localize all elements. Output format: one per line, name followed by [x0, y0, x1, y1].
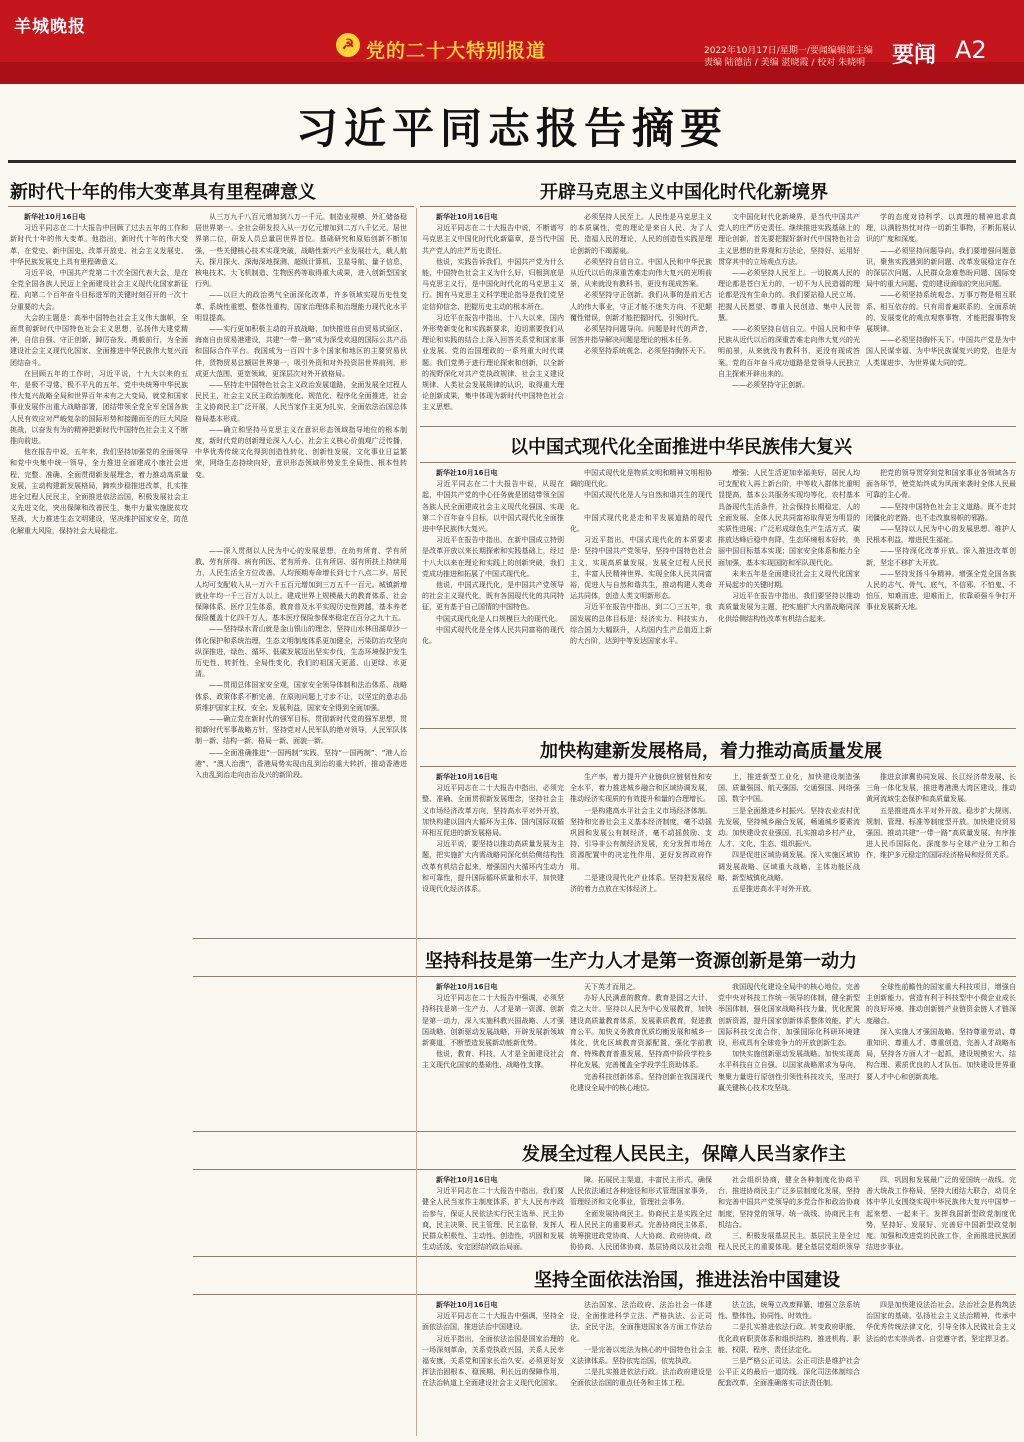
paragraph: 加快实施创新驱动发展战略。加快实现高水平科技自立自强。以国家战略需求为导向，集聚力量进行原创性引领性科技攻关，坚决打赢关键核心技术攻坚战。: [718, 1050, 860, 1092]
article-title: 新时代十年的伟大变革具有里程碑意义: [10, 182, 316, 203]
article-column: [866, 212, 1016, 422]
article-title: 加快构建新发展格局，着力推动高质量发展: [540, 741, 882, 762]
paragraph: ——必须坚持胸怀天下。中国共产党是为中国人民谋幸福、为中华民族谋复兴的党，也是为人类谋进步、为世界谋大同的党。: [866, 336, 1016, 367]
paragraph: 中国式现代化是走和平发展道路的现代化。: [570, 513, 712, 534]
article-column: [718, 1175, 860, 1253]
paragraph: 习近平同志在二十大报告中强调，坚持全面依法治国，推进法治中国建设。: [422, 1312, 564, 1332]
article-column: [718, 212, 860, 422]
party-emblem-icon: ☭: [336, 33, 360, 57]
paragraph: 中国式现代化是物质文明和精神文明相协调的现代化。: [570, 469, 712, 489]
article-column: [570, 772, 712, 934]
paragraph: 习近平指出，全面依法治国是国家治理的一场深刻革命，关系党执政兴国，关系人民幸福安康，关系党和国家长治久安。必须更好发挥法治固根本、稳预期、利长远的保障作用，在法治轨道上全面建设社会主义现代化国家。: [422, 1334, 564, 1388]
paragraph: 在回顾五年的工作时，习近平说，十九大以来的五年，是极不寻常、极不平凡的五年。党中央统筹中华民族伟大复兴战略全局和世界百年未有之大变局，就党和国家事业发展作出重大战略部署，团结带领全党全军全国各族人民有效应对严峻复杂的国际形势和接踵而至的巨大风险挑战，以奋发有为的精神把新时代中国特色社会主义不断推向前进。: [10, 369, 188, 446]
paragraph: 办好人民满意的教育。教育是国之大计、党之大计。坚持以人民为中心发展教育，加快建设高质量教育体系，发展素质教育，促进教育公平。加快义务教育优质均衡发展和城乡一体化，优化区域教育资源配置，强化学前教育、特殊教育普惠发展，坚持高中阶段学校多样化发展，完善覆盖全学段学生资助体系。: [570, 994, 712, 1070]
paragraph: 习近平同志在二十大报告中指出，我们要健全人民当家作主制度体系，扩大人民有序政治参与，保证人民依法实行民主选举、民主协商、民主决策、民主管理、民主监督，发挥人民群众积极性、主动性、创造性，巩固和发展生动活泼、安定团结的政治局面。: [422, 1187, 564, 1252]
paragraph: 习近平同志在二十大报告中说，从现在起，中国共产党的中心任务就是团结带领全国各族人民全面建成社会主义现代化强国、实现第二个百年奋斗目标，以中国式现代化全面推进中华民族伟大复兴。: [422, 480, 564, 534]
paragraph: 必须坚持守正创新。我们从事的是前无古人的伟大事业，守正才能不迷失方向、不犯颠覆性错误，创新才能把握时代、引领时代。: [570, 291, 712, 322]
page-headline: 习近平同志报告摘要: [295, 104, 728, 153]
paragraph: ——坚持绿水青山就是金山银山的理念，坚持山水林田湖草沙一体化保护和系统治理，生态文明制度体系更加健全，污染防治攻坚向纵深推进，绿色、循环、低碳发展迈出坚实步伐，生态环境保护发生历史性、转折性、全局性变化，我们的祖国天更蓝、山更绿、水更清。: [195, 625, 407, 679]
divider: [193, 976, 1016, 977]
paragraph: 学的态度对待科学、以真理的精神追求真理，以满腔热忱对待一切新生事物，不断拓展认识的广度和深度。: [866, 213, 1016, 244]
paragraph: 法立法，统筹立改废释纂，增强立法系统性、整体性、协同性、时效性。: [718, 1301, 860, 1321]
divider: [193, 1294, 1016, 1295]
article-column: [570, 212, 712, 422]
paragraph: 习近平在报告中指出，十八大以来，国内外形势新变化和实践新要求，迫切需要我们从理论和实践的结合上深入回答关系党和国家事业发展、党的治国理政的一系列重大时代课题。我们党勇于进行理论探索和创新，以全新的视野深化对共产党执政规律、社会主义建设规律、人类社会发展规律的认识，取得重大理论创新成果，集中体现为新时代中国特色社会主义思想。: [422, 313, 564, 412]
paragraph: 习近平同志在二十大报告中强调，必须坚持科技是第一生产力、人才是第一资源、创新是第一动力，深入实施科教兴国战略、人才强国战略、创新驱动发展战略，开辟发展新领域新赛道，不断塑造发展新动能新优势。: [422, 994, 564, 1048]
dateline: 新华社10月16日电: [436, 213, 498, 221]
paragraph: 四是加快建设法治社会。法治社会是构筑法治国家的基础。弘扬社会主义法治精神，传承中华优秀传统法律文化，引导全体人民做社会主义法治的忠实崇尚者、自觉遵守者、坚定捍卫者。: [866, 1301, 1016, 1343]
paragraph: 深入实施人才强国战略。坚持尊重劳动、尊重知识、尊重人才、尊重创造，完善人才战略布局，坚持各方面人才一起抓，建设规模宏大、结构合理、素质优良的人才队伍。加快建设世界重要人才中心和创新高地。: [866, 1027, 1016, 1081]
article-column: [866, 1175, 1016, 1253]
paragraph: 上，推进新型工业化，加快建设制造强国、质量强国、航天强国、交通强国、网络强国、数字中国。: [718, 773, 860, 804]
paragraph: 四是促进区域协调发展。深入实施区域协调发展战略、区域重大战略、主体功能区战略、新型城镇化战略。: [718, 851, 860, 882]
paragraph: ——必须坚持系统观念。万事万物是相互联系、相互依存的。只有用普遍联系的、全面系统的、发展变化的观点观察事物，才能把握事物发展规律。: [866, 291, 1016, 334]
article-column: [422, 468, 564, 724]
paragraph: 法治国家、法治政府、法治社会一体建设，全面推进科学立法、严格执法、公正司法、全民守法，全面推进国家各方面工作法治化。: [570, 1301, 712, 1343]
article-title: 发展全过程人民民主，保障人民当家作主: [522, 1144, 846, 1165]
paragraph: ——贯彻总体国家安全观，国家安全领导体制和法治体系、战略体系、政策体系不断完善，在原则问题上寸步不让，以坚定的意志品质维护国家主权、安全、发展利益，国家安全得到全面加强。: [195, 681, 407, 712]
divider: [420, 728, 1016, 729]
dateline: 新华社10月16日电: [436, 983, 498, 991]
article-column: [195, 546, 407, 926]
divider: [193, 1169, 1016, 1170]
divider: [8, 206, 414, 207]
dateline: 新华社10月16日电: [436, 469, 498, 477]
paragraph: 一是完善以宪法为核心的中国特色社会主义法律体系。坚持依宪治国、依宪执政。: [570, 1345, 712, 1366]
paragraph: 从三万九千八百元增加到八万一千元。制造业规模、外汇储备稳居世界第一。全社会研发投入从一万亿元增加到二万八千亿元，居世界第二位，研发人员总量居世界首位。基础研究和原始创新不断加强，一些关键核心技术实现突破，战略性新兴产业发展壮大，载人航天、探月探火、深海深地探测、超级计算机、卫星导航、量子信息、核电技术、大飞机制造、生物医药等取得重大成果，进入创新型国家行列。: [195, 213, 407, 289]
paragraph: 四、巩固和发展最广泛的爱国统一战线。完善大统战工作格局，坚持大团结大联合，动员全体中华儿女围绕实现中华民族伟大复兴中国梦一起来想、一起来干。发挥我国新型政党制度优势，坚持好、发展好、完善好中国新型政党制度。加强和改进党的民族工作，全面推进民族团结进步事业。: [866, 1176, 1016, 1252]
divider: [193, 1131, 1016, 1132]
newspaper-brand: 羊城晚报: [14, 17, 86, 37]
paragraph: ——必须坚持守正创新。: [732, 381, 809, 390]
page-number: A2: [955, 36, 987, 64]
dateline: 新华社10月16日电: [436, 1176, 498, 1184]
paragraph: 社会组织协商，健全各种制度化协商平台，推进协商民主广泛多层制度化发展，坚持和完善中国共产党领导的多党合作和政治协商制度，坚持党的领导、统一战线、协商民主有机结合。: [718, 1176, 860, 1229]
paragraph: 习近平说，中国共产党第二十次全国代表大会，是在全党全国各族人民迈上全面建设社会主义现代化国家新征程、向第二个百年奋斗目标进军的关键时刻召开的一次十分重要的大会。: [10, 269, 188, 311]
article-column: [570, 1175, 712, 1253]
article-column: [718, 772, 860, 934]
article-column: [570, 1300, 712, 1436]
paragraph: 习近平同志在二十大报告中回顾了过去五年的工作和新时代十年的伟大变革。他指出，新时代十年的伟大变革，在党史、新中国史、改革开放史、社会主义发展史、中华民族发展史上具有里程碑意义。: [10, 224, 188, 266]
article-column: [718, 1300, 860, 1436]
paragraph: 三是全面推进乡村振兴。坚持农业农村优先发展，坚持城乡融合发展，畅通城乡要素流动。加快建设农业强国，扎实推动乡村产业、人才、文化、生态、组织振兴。: [718, 806, 860, 849]
paragraph: 五是推进高水平对外开放。稳步扩大规则、规制、管理、标准等制度型开放。加快建设贸易强国。推动共建“一带一路”高质量发展。有序推进人民币国际化。深度参与全球产业分工和合作，维护多元稳定的国际经济格局和经贸关系。: [866, 806, 1016, 860]
column-divider: [416, 208, 417, 1436]
paragraph: 他在报告中说，五年来，我们坚持加强党的全面领导和党中央集中统一领导，全力推进全面建成小康社会进程，完整、准确、全面贯彻新发展理念，着力推动高质量发展，主动构建新发展格局，蹄疾步稳推进改革，扎实推进全过程人民民主，全面推进依法治国，积极发展社会主义先进文化，突出保障和改善民生，集中力量实施脱贫攻坚战，大力推进生态文明建设，坚决维护国家安全，防范化解重大风险，保持社会大局稳定。: [10, 448, 188, 535]
article-title: 坚持全面依法治国，推进法治中国建设: [534, 1270, 840, 1291]
article-column: [866, 468, 1016, 724]
dateline: 新华社10月16日电: [436, 1301, 498, 1309]
paragraph: 二是建设现代化产业体系。坚持把发展经济的着力点放在实体经济上。: [570, 873, 712, 894]
article-column: [866, 772, 1016, 934]
paragraph: 二是扎实推进依法行政。转变政府职能，优化政府职责体系和组织结构，推进机构、职能、权限、程序、责任法定化。: [718, 1323, 860, 1354]
paragraph: 中国式现代化是全体人民共同富裕的现代化。: [422, 625, 564, 646]
paragraph: 中国式现代化是人与自然和谐共生的现代化。: [570, 491, 712, 511]
paragraph: 天下英才而用之。: [584, 983, 640, 991]
paragraph: ——必须坚持人民至上。一切脱离人民的理论都是苍白无力的，一切不为人民造福的理论都是没有生命力的。我们要站稳人民立场、把握人民愿望、尊重人民创造、集中人民智慧。: [718, 269, 860, 322]
paragraph: 习近平说，要坚持以推动高质量发展为主题，把实施扩大内需战略同深化供给侧结构性改革有机结合起来，增强国内大循环内生动力和可靠性，提升国际循环质量和水平，加快建设现代化经济体系。: [422, 840, 564, 894]
paragraph: 完善科技创新体系。坚持创新在我国现代化建设全局中的核心地位。: [570, 1072, 712, 1092]
article-column: [570, 982, 712, 1127]
paragraph: ——必须坚持问题导向。我们要增强问题意识，聚焦实践遇到的新问题、改革发展稳定存在的深层次问题、人民群众急难愁盼问题、国际变局中的重大问题、党的建设面临的突出问题。: [866, 246, 1016, 289]
dateline: 新华社10月16日电: [436, 773, 498, 781]
divider: [420, 426, 1016, 427]
paragraph: 必须坚持问题导向。问题是时代的声音，回答并指导解决问题是理论的根本任务。: [570, 325, 712, 345]
paragraph: ——坚持以人民为中心的发展思想。维护人民根本利益，增进民生福祉。: [866, 525, 1016, 545]
paragraph: 推进京津冀协同发展、长江经济带发展、长三角一体化发展，推进粤港澳大湾区建设，推动黄河流域生态保护和高质量发展。: [866, 773, 1016, 804]
paragraph: ——确立和坚持马克思主义在意识形态领域指导地位的根本制度，新时代党的创新理论深入人心，社会主义核心价值观广泛传播，中华优秀传统文化得到创造性转化、创新性发展，文化事业日益繁荣，网络生态持续向好，意识形态领域形势发生全局性、根本性转变。: [195, 425, 407, 479]
divider: [420, 462, 1016, 463]
paragraph: 三是严格公正司法。公正司法是维护社会公平正义的最后一道防线。深化司法体制综合配套改革，全面准确落实司法责任制。: [718, 1357, 860, 1388]
paragraph: 习近平在报告中指出，在新中国成立特别是改革开放以来长期探索和实践基础上，经过十八大以来在理论和实践上的创新突破，我们党成功推进和拓展了中国式现代化。: [422, 536, 564, 578]
paragraph: 中国式现代化是人口规模巨大的现代化。: [436, 614, 562, 623]
credits-line: 责编 陆德洁 / 美编 湛晓霞 / 校对 朱晓明: [704, 58, 866, 68]
article-column: [718, 468, 860, 724]
paragraph: 习近平同志在二十大报告中指出，必须完整、准确、全面贯彻新发展理念，坚持社会主义市场经济改革方向，坚持高水平对外开放，加快构建以国内大循环为主体、国内国际双循环相互促进的新发展格局。: [422, 784, 564, 838]
paragraph: ——深入贯彻以人民为中心的发展思想，在幼有所育、学有所教、劳有所得、病有所医、老有所养、住有所居、弱有所扶上持续用力，人民生活全方位改善。人均预期寿命增长到七十八点二岁。居民人均可支配收入从一万六千五百元增加到三万五千一百元。城镇新增就业年均一千三百万人以上。建成世界上规模最大的教育体系、社会保障体系、医疗卫生体系，教育普及水平实现历史性跨越，基本养老保险覆盖十亿四千万人，基本医疗保险参保率稳定在百分之九十五。: [195, 547, 407, 623]
paragraph: 一是构建高水平社会主义市场经济体制。坚持和完善社会主义基本经济制度，毫不动摇巩固和发展公有制经济，毫不动摇鼓励、支持、引导非公有制经济发展，充分发挥市场在资源配置中的决定性作用，更好发挥政府作用。: [570, 806, 712, 871]
paragraph: 全球性前瞻性的国家重大科技项目，增强自主创新能力。营造有利于科技型中小微企业成长的良好环境，推动创新链产业链资金链人才链深度融合。: [866, 983, 1016, 1025]
paragraph: 增强；人民生活更加幸福美好，居民人均可支配收入再上新台阶，中等收入群体比重明显提高，基本公共服务实现均等化，农村基本具备现代生活条件，社会保持长期稳定，人的全面发展、全体人民共同富裕取得更为明显的实质性进展；广泛形成绿色生产生活方式，碳排放达峰后稳中有降，生态环境根本好转，美丽中国目标基本实现；国家安全体系和能力全面加强，基本实现国防和军队现代化。: [718, 469, 860, 567]
paragraph: 三、积极发展基层民主。基层民主是全过程人民民主的重要体现。健全基层党组织领导: [718, 1232, 860, 1252]
article-title: 坚持科技是第一生产力人才是第一资源创新是第一动力: [425, 951, 857, 972]
paragraph: 大会的主题是：高举中国特色社会主义伟大旗帜，全面贯彻新时代中国特色社会主义思想，弘扬伟大建党精神，自信自强、守正创新，踔厉奋发、勇毅前行，为全面建设社会主义现代化国家、全面推进中华民族伟大复兴而团结奋斗。: [10, 313, 188, 367]
paragraph: 我国现代化建设全局中的核心地位。完善党中央对科技工作统一领导的体制，健全新型举国体制，强化国家战略科技力量，优化配置创新资源，提升国家创新体系整体效能。扩大国际科技交流合作，加强国际化科研环境建设，形成具有全球竞争力的开放创新生态。: [718, 983, 860, 1048]
article-column: [10, 212, 188, 1436]
article-column: [866, 1300, 1016, 1436]
paragraph: 生产率，着力提升产业链供应链韧性和安全水平，着力推进城乡融合和区域协调发展，推动经济实现质的有效提升和量的合理增长。: [570, 773, 712, 804]
paragraph: 未来五年是全面建设社会主义现代化国家开局起步的关键时期。: [718, 569, 860, 590]
paragraph: ——全面准确推进“一国两制”实践，坚持“一国两制”、“港人治港”、“澳人治澳”，香港局势实现由乱到治的重大转折，推动香港进入由乱到治走向由治及兴的新阶段。: [195, 748, 407, 780]
paragraph: 必须坚持人民至上。人民性是马克思主义的本质属性，党的理论是来自人民、为了人民、造福人民的理论，人民的创造性实践是理论创新的不竭源泉。: [570, 213, 712, 255]
paragraph: ——必须坚持自信自立。中国人民和中华民族从近代以后的深重苦难走向伟大复兴的光明前景，从来就没有教科书，更没有现成答案。党的百年奋斗成功道路是党领导人民独立自主探索开辟出来的。: [718, 325, 860, 378]
paragraph: 把党的领导贯穿到党和国家事业各领域各方面各环节，使党始终成为风雨来袭时全体人民最可靠的主心骨。: [866, 469, 1016, 500]
article-title: 开辟马克思主义中国化时代化新境界: [540, 182, 828, 203]
article-column: [422, 772, 564, 934]
paragraph: 习近平同志在二十大报告中说，不断谱写马克思主义中国化时代化新篇章，是当代中国共产党人的庄严历史责任。: [422, 224, 564, 255]
paragraph: ——坚持走中国特色社会主义政治发展道路，全面发展全过程人民民主，社会主义民主政治制度化、规范化、程序化全面推进，社会主义协商民主广泛开展，人民当家作主更为扎实，全面依法治国总体格局基本形成。: [195, 381, 407, 423]
section-name: 要闻: [892, 43, 937, 68]
article-column: [422, 212, 564, 422]
paragraph: 他说，实践告诉我们，中国共产党为什么能，中国特色社会主义为什么好，归根到底是马克思主义行，是中国化时代化的马克思主义行。拥有马克思主义科学理论指导是我们党坚定信仰信念、把握历史主动的根本所在。: [422, 257, 564, 311]
paragraph: ——以巨大的政治勇气全面深化改革，许多领域实现历史性变革、系统性重塑、整体性重构，国家治理体系和治理能力现代化水平明显提高。: [195, 291, 407, 322]
article-column: [718, 982, 860, 1127]
dateline: 新华社10月16日电: [24, 213, 86, 221]
divider: [420, 206, 1016, 207]
paragraph: 障。拓展民主渠道，丰富民主形式，确保人民依法通过各种途径和形式管理国家事务，管理经济和文化事业，管理社会事务。: [570, 1176, 712, 1207]
paragraph: 二是扎实推进依法行政。法治政府建设是全面依法治国的重点任务和主体工程。: [570, 1368, 712, 1388]
paragraph: 习近平在报告中指出，我们要坚持以推动高质量发展为主题，把实施扩大内需战略同深化供给侧结构性改革有机结合起来。: [718, 592, 860, 623]
headline-rule: [8, 160, 1016, 163]
paragraph: ——坚持发扬斗争精神。增强全党全国各族人民的志气、骨气、底气，不信邪、不怕鬼、不怕压，知难而进、迎难而上，依靠顽强斗争打开事业发展新天地。: [866, 569, 1016, 612]
special-report-label: 党的二十大特别报道: [366, 40, 547, 62]
paragraph: 习近平指出，中国式现代化的本质要求是：坚持中国共产党领导，坚持中国特色社会主义，实现高质量发展，发展全过程人民民主，丰富人民精神世界，实现全体人民共同富裕，促进人与自然和谐共生，推动构建人类命运共同体，创造人类文明新形态。: [570, 536, 712, 601]
divider: [420, 766, 1016, 767]
date-line: 2022年10月17日/星期一/要闻编辑部主编: [704, 46, 873, 56]
paragraph: 文中国化时代化新境界，是当代中国共产党人的庄严历史责任。继续推进实践基础上的理论创新，首先要把握好新时代中国特色社会主义思想的世界观和方法论，坚持好、运用好贯穿其中的立场观点方法。: [718, 213, 860, 266]
paragraph: 他说，中国式现代化，是中国共产党领导的社会主义现代化，既有各国现代化的共同特征，更有基于自己国情的中国特色。: [422, 581, 564, 612]
divider: [193, 938, 1016, 939]
paragraph: ——实行更加积极主动的开放战略，加快推进自由贸易试验区、海南自由贸易港建设，共建“一带一路”成为深受欢迎的国际公共产品和国际合作平台。我国成为一百四十多个国家和地区的主要贸易伙伴，货物贸易总额居世界第一，吸引外资和对外投资居世界前列，形成更大范围、更宽领域、更深层次对外开放格局。: [195, 325, 407, 378]
article-column: [570, 468, 712, 724]
paragraph: 他说，教育、科技、人才是全面建设社会主义现代化国家的基础性、战略性支撑。: [422, 1050, 564, 1070]
article-column: [866, 982, 1016, 1127]
paragraph: 全面发展协商民主。协商民主是实践全过程人民民主的重要形式。完善协商民主体系，统筹推进政党协商、人大协商、政府协商、政协协商、人民团体协商、基层协商以及社会组: [570, 1209, 712, 1252]
article-column: [422, 982, 564, 1127]
article-column: [422, 1175, 564, 1253]
paragraph: ——坚持深化改革开放。深入推进改革创新，坚定不移扩大开放。: [866, 547, 1016, 567]
banner-wave: [0, 62, 1024, 84]
paragraph: ——确立党在新时代的强军目标，贯彻新时代党的强军思想，贯彻新时代军事战略方针，坚持党对人民军队的绝对领导，人民军队体制一新、结构一新、格局一新、面貌一新。: [195, 715, 407, 746]
paragraph: ——坚持中国特色社会主义道路。既不走封闭僵化的老路，也不走改旗易帜的邪路。: [866, 502, 1016, 522]
paragraph: 必须坚持自信自立。中国人民和中华民族从近代以后的深重苦难走向伟大复兴的光明前景，从来就没有教科书，更没有现成答案。: [570, 257, 712, 289]
article-title: 以中国式现代化全面推进中华民族伟大复兴: [510, 437, 852, 458]
paragraph: 必须坚持系统观念、必须坚持胸怀天下。: [584, 347, 710, 356]
divider: [193, 1256, 1016, 1257]
paragraph: 习近平在报告中指出，到二〇三五年，我国发展的总体目标是：经济实力、科技实力、综合国力大幅跃升，人均国内生产总值迈上新的大台阶，达到中等发达国家水平。: [570, 603, 712, 646]
masthead-banner: [0, 0, 1024, 84]
article-column: [422, 1300, 564, 1436]
paragraph: 五是推进高水平对外开放。: [732, 885, 816, 894]
